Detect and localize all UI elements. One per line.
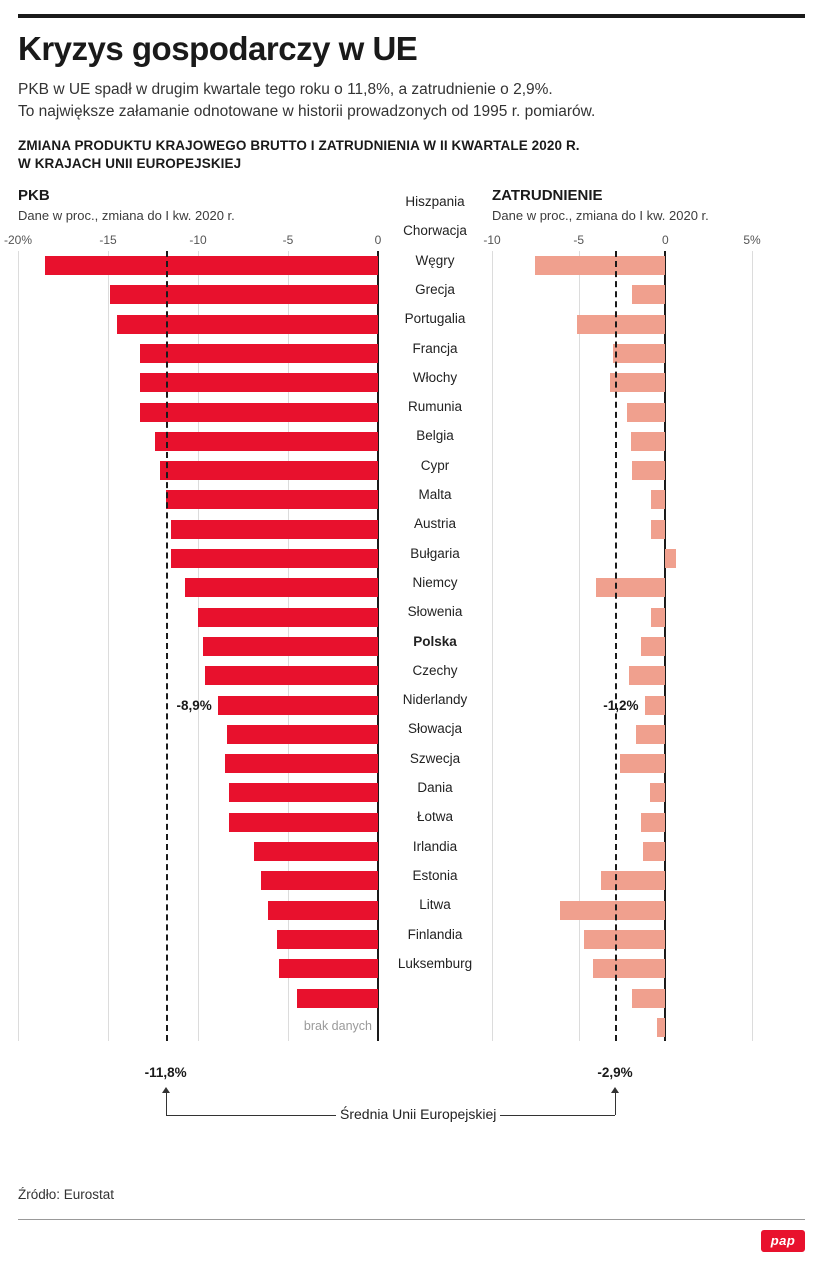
bar xyxy=(268,901,378,920)
bar-row xyxy=(18,398,378,427)
chart-subtitle-gdp: Dane w proc., zmiana do I kw. 2020 r. xyxy=(18,208,235,224)
average-arrow-shaft xyxy=(166,1093,167,1115)
bar xyxy=(641,813,665,832)
bar xyxy=(657,1018,666,1037)
country-label: Czechy xyxy=(412,662,458,678)
subheading xyxy=(18,137,805,173)
chart-subtitle-employment: Dane w proc., zmiana do I kw. 2020 r. xyxy=(492,208,709,224)
plot-area-employment xyxy=(492,251,752,1041)
country-label: Polska xyxy=(413,633,457,649)
bar xyxy=(185,578,378,597)
bar-row xyxy=(18,1013,378,1042)
bar-row xyxy=(492,661,752,690)
country-label: Francja xyxy=(412,340,458,356)
bar-row xyxy=(18,808,378,837)
average-connector-left xyxy=(166,1115,336,1116)
bar xyxy=(620,754,665,773)
bar xyxy=(166,490,378,509)
bar-row xyxy=(18,427,378,456)
average-connector-right xyxy=(500,1115,615,1116)
bar-row xyxy=(18,749,378,778)
bar-row xyxy=(18,896,378,925)
bar xyxy=(650,783,666,802)
bar-row xyxy=(18,515,378,544)
no-data-label: brak danych xyxy=(303,1018,372,1033)
bar-row xyxy=(492,398,752,427)
gdp-average-label: -11,8% xyxy=(144,1065,187,1080)
bar xyxy=(610,373,665,392)
bar-row xyxy=(18,573,378,602)
x-axis-employment xyxy=(483,233,761,249)
bar-row xyxy=(492,456,752,485)
bar xyxy=(218,696,378,715)
bar-row xyxy=(492,925,752,954)
country-label: Hiszpania xyxy=(405,194,465,210)
bar-row xyxy=(492,632,752,661)
chart-title-employment: ZATRUDNIENIE xyxy=(492,187,603,205)
country-label: Niderlandy xyxy=(402,692,468,708)
country-label: Luksemburg xyxy=(397,955,473,971)
bar-row xyxy=(492,1013,752,1042)
axis-tick-label: -10 xyxy=(189,233,207,248)
bar xyxy=(297,989,378,1008)
country-label: Niemcy xyxy=(412,574,458,590)
infographic-page xyxy=(0,14,823,1264)
lede-line-1: PKB w UE spadł w drugim kwartale tego roku o 11,8%, a zatrudnienie o 2,9%. xyxy=(18,80,553,98)
bar xyxy=(227,725,378,744)
bar xyxy=(140,344,378,363)
country-label: Belgia xyxy=(416,428,454,444)
axis-tick-label: 0 xyxy=(374,233,382,248)
bar-row xyxy=(18,778,378,807)
bar xyxy=(631,432,666,451)
bar xyxy=(171,520,378,539)
bottom-rule xyxy=(18,1219,805,1220)
bar-row xyxy=(18,251,378,280)
bar-row xyxy=(492,515,752,544)
plot-area-gdp xyxy=(18,251,378,1041)
axis-tick-label: -5 xyxy=(573,233,584,248)
bar xyxy=(643,842,666,861)
country-label: Łotwa xyxy=(416,809,454,825)
bar xyxy=(225,754,378,773)
bar xyxy=(629,666,665,685)
bar-row xyxy=(18,632,378,661)
bar xyxy=(254,842,378,861)
bar-row xyxy=(492,280,752,309)
country-label-column xyxy=(378,187,492,977)
eu-average-line xyxy=(615,251,617,1041)
page-title: Kryzys gospodarczy w UE xyxy=(18,30,418,67)
average-caption: Średnia Unii Europejskiej xyxy=(340,1106,497,1122)
bar xyxy=(203,637,378,656)
country-label: Szwecja xyxy=(409,750,461,766)
bar xyxy=(632,461,665,480)
bar xyxy=(45,256,378,275)
source-note: Źródło: Eurostat xyxy=(18,1187,115,1202)
bar xyxy=(665,549,675,568)
bar xyxy=(171,549,378,568)
country-label: Estonia xyxy=(412,867,458,883)
bar-row xyxy=(18,720,378,749)
bar xyxy=(279,959,378,978)
bar xyxy=(277,930,378,949)
axis-tick-label: -10 xyxy=(483,233,501,248)
lede-paragraph xyxy=(18,79,805,123)
chart-panel-gdp xyxy=(3,187,382,1041)
bar xyxy=(140,373,378,392)
bar xyxy=(261,871,378,890)
bar-row xyxy=(18,544,378,573)
bar xyxy=(596,578,665,597)
country-label: Grecja xyxy=(415,281,455,297)
bar-row xyxy=(18,456,378,485)
country-label: Cypr xyxy=(420,457,450,473)
bar-row xyxy=(492,984,752,1013)
bar xyxy=(155,432,378,451)
charts-area xyxy=(3,187,805,1067)
bar-row xyxy=(492,720,752,749)
bar-row xyxy=(492,368,752,397)
bar xyxy=(198,608,378,627)
axis-tick-label: -20% xyxy=(3,233,33,248)
bar-row xyxy=(492,427,752,456)
bar xyxy=(229,813,378,832)
bar xyxy=(632,989,665,1008)
country-label: Słowacja xyxy=(407,721,463,737)
bar-row xyxy=(18,866,378,895)
bar xyxy=(593,959,666,978)
poland-value-label: -1,2% xyxy=(603,697,639,713)
bar-row xyxy=(18,661,378,690)
bar xyxy=(160,461,378,480)
average-arrow-head xyxy=(611,1087,619,1093)
bar-row xyxy=(492,778,752,807)
country-label: Malta xyxy=(418,487,452,503)
bar-row xyxy=(18,603,378,632)
bar-row xyxy=(492,808,752,837)
bar xyxy=(651,490,665,509)
lede-line-2: To największe załamanie odnotowane w historii prowadzonych od 1995 r. pomiarów. xyxy=(18,102,596,120)
bar xyxy=(584,930,665,949)
bar xyxy=(205,666,378,685)
subheading-line-2: W KRAJACH UNII EUROPEJSKIEJ xyxy=(18,155,242,171)
average-arrow-shaft xyxy=(615,1093,616,1115)
axis-tick-label: -5 xyxy=(282,233,294,248)
bar-row xyxy=(492,544,752,573)
bar-row xyxy=(492,603,752,632)
bar xyxy=(601,871,665,890)
chart-panel-employment xyxy=(483,187,761,1041)
country-label: Irlandia xyxy=(412,838,458,854)
country-label: Austria xyxy=(413,516,457,532)
bar-row xyxy=(492,485,752,514)
bar-row xyxy=(492,251,752,280)
chart-title-gdp: PKB xyxy=(18,187,50,205)
country-label: Rumunia xyxy=(407,399,463,415)
bar xyxy=(117,315,378,334)
bar-row xyxy=(18,280,378,309)
bar-row xyxy=(18,310,378,339)
bar xyxy=(613,344,665,363)
bar-row xyxy=(18,954,378,983)
bar-row xyxy=(18,837,378,866)
country-label: Słowenia xyxy=(407,604,463,620)
axis-tick-label: -15 xyxy=(99,233,117,248)
average-arrow-head xyxy=(162,1087,170,1093)
eu-average-line xyxy=(166,251,168,1041)
top-rule xyxy=(18,14,805,18)
bar-row xyxy=(18,339,378,368)
pap-logo: pap xyxy=(761,1230,805,1252)
bar-row xyxy=(18,368,378,397)
country-label: Portugalia xyxy=(404,311,466,327)
bar-row xyxy=(492,573,752,602)
bar xyxy=(577,315,665,334)
bar-row xyxy=(492,954,752,983)
country-label: Litwa xyxy=(419,897,451,913)
country-label: Chorwacja xyxy=(403,223,467,239)
bar-row xyxy=(492,866,752,895)
country-label: Włochy xyxy=(412,369,458,385)
gridline xyxy=(752,251,753,1041)
bar xyxy=(651,608,665,627)
poland-value-label: -8,9% xyxy=(176,697,212,713)
bar-row xyxy=(492,749,752,778)
bar-row xyxy=(492,339,752,368)
bar-row xyxy=(18,485,378,514)
country-label: Finlandia xyxy=(407,926,463,942)
bar-row xyxy=(492,896,752,925)
employment-average-label: -2,9% xyxy=(597,1065,633,1080)
country-label: Bułgaria xyxy=(410,545,460,561)
bar xyxy=(110,285,378,304)
bar-row xyxy=(492,310,752,339)
axis-tick-label: 5% xyxy=(743,233,761,248)
bar xyxy=(645,696,666,715)
bar xyxy=(636,725,665,744)
country-label: Dania xyxy=(417,780,453,796)
bar xyxy=(140,403,378,422)
bar xyxy=(535,256,665,275)
bar xyxy=(651,520,665,539)
bar xyxy=(560,901,666,920)
bar xyxy=(627,403,665,422)
bar-row xyxy=(18,925,378,954)
subheading-line-1: ZMIANA PRODUKTU KRAJOWEGO BRUTTO I ZATRUDNIENIA W II KWARTALE 2020 R. xyxy=(18,137,580,153)
axis-tick-label: 0 xyxy=(661,233,669,248)
x-axis-gdp xyxy=(3,233,382,249)
country-label: Węgry xyxy=(415,252,455,268)
bar xyxy=(229,783,378,802)
bar xyxy=(632,285,665,304)
bar xyxy=(641,637,665,656)
bar-row xyxy=(18,984,378,1013)
bar-row xyxy=(492,837,752,866)
